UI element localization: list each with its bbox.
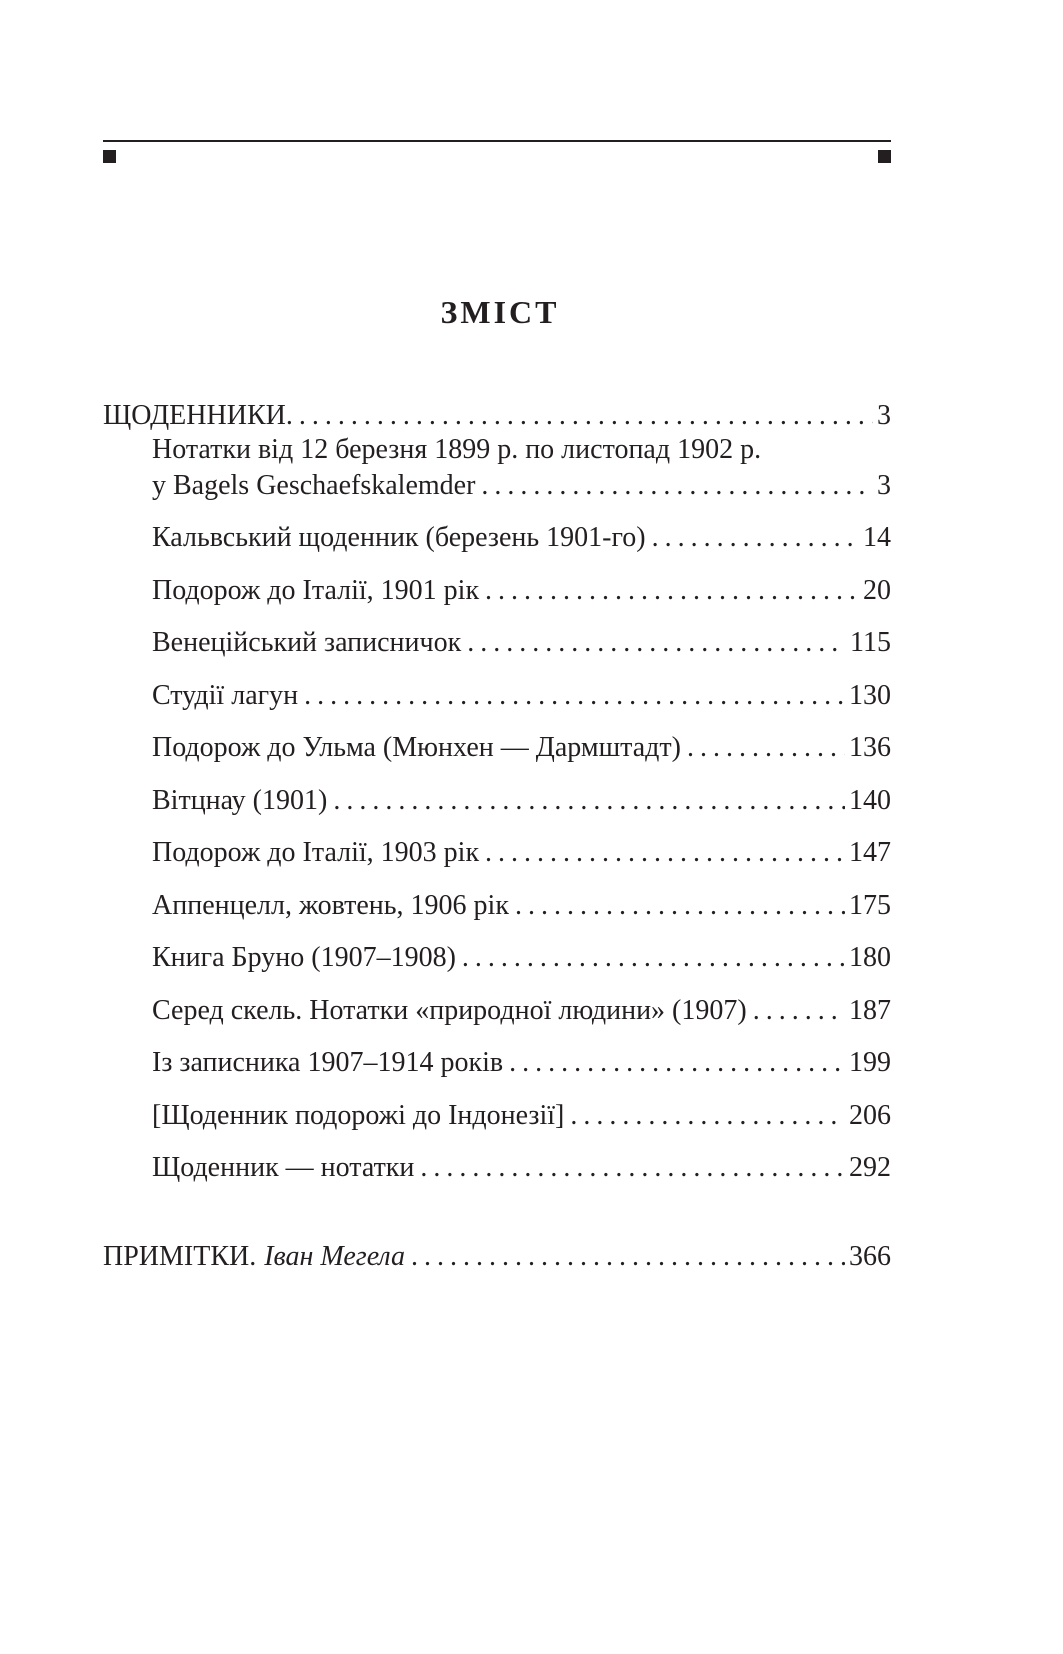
- toc-entry[interactable]: [152, 783, 891, 819]
- toc-page-number: 115: [850, 627, 891, 658]
- toc-page-number: 199: [849, 1047, 891, 1078]
- toc-page-number: 366: [849, 1241, 891, 1272]
- toc-entry[interactable]: [152, 468, 891, 504]
- page-title: ЗМІСТ: [440, 294, 560, 330]
- toc-leader: [411, 1239, 845, 1275]
- toc-leader: [485, 835, 845, 871]
- toc-entry[interactable]: [152, 520, 891, 556]
- toc-entry[interactable]: [152, 940, 891, 976]
- toc-entry[interactable]: [152, 888, 891, 924]
- toc-page-number: 292: [849, 1152, 891, 1183]
- toc-leader: [753, 993, 845, 1029]
- toc-leader: [304, 678, 845, 714]
- toc-entry-label: Із записника 1907–1914 років: [152, 1047, 504, 1078]
- toc-entry-label: у Bagels Geschaefskalemder: [152, 470, 476, 501]
- toc-leader: [485, 573, 859, 609]
- toc-entry-label: Книга Бруно (1907–1908): [152, 942, 456, 973]
- toc-entry[interactable]: [152, 993, 891, 1029]
- toc-section-label: ПРИМІТКИ.: [103, 1241, 257, 1272]
- toc-entry[interactable]: [152, 625, 891, 661]
- toc-leader: [515, 888, 845, 924]
- toc-section-notes[interactable]: [103, 1239, 891, 1275]
- toc-entry[interactable]: [152, 1045, 891, 1081]
- toc-page-number: 20: [863, 575, 891, 606]
- header-square-left: [103, 150, 116, 163]
- toc-entry-label: Кальвський щоденник (березень 1901-го): [152, 522, 646, 553]
- toc-leader: [467, 625, 846, 661]
- toc-section-author: Іван Мегела: [264, 1241, 405, 1272]
- toc-entry-label: Серед скель. Нотатки «природної людини» (1907): [152, 995, 747, 1026]
- toc-page-number: 14: [863, 522, 891, 553]
- toc-entry-label: Подорож до Італії, 1901 рік: [152, 575, 480, 606]
- toc-leader: [420, 1150, 845, 1186]
- toc-entry-line1[interactable]: [152, 432, 891, 468]
- toc-entry-label: [Щоденник подорожі до Індонезії]: [152, 1100, 565, 1131]
- toc-page-number: 136: [849, 732, 891, 763]
- toc-page-number: 187: [849, 995, 891, 1026]
- toc-entry[interactable]: [152, 730, 891, 766]
- toc-entry[interactable]: [152, 1098, 891, 1134]
- toc-leader: [687, 730, 845, 766]
- toc-leader: [570, 1098, 845, 1134]
- toc-entry-label: Подорож до Ульма (Мюнхен — Дармштадт): [152, 732, 681, 763]
- toc-entry-label: Венеційський записничок: [152, 627, 462, 658]
- toc-entry-label: Нотатки від 12 березня 1899 р. по листопад 1902 р.: [152, 434, 762, 465]
- toc-page-number: 3: [877, 400, 891, 431]
- toc-page-number: 3: [877, 470, 891, 501]
- toc-leader: [462, 940, 845, 976]
- toc-entry-label: Вітцнау (1901): [152, 785, 328, 816]
- toc-entry-label: Подорож до Італії, 1903 рік: [152, 837, 480, 868]
- toc-section-label: ЩОДЕННИКИ.: [103, 400, 293, 431]
- toc-leader: [652, 520, 859, 556]
- toc-leader: [299, 398, 873, 434]
- toc-section-diaries[interactable]: [103, 398, 891, 434]
- toc-page-number: 206: [849, 1100, 891, 1131]
- toc-page-number: 130: [849, 680, 891, 711]
- toc-page-number: 180: [849, 942, 891, 973]
- toc-entry-label: Щоденник — нотатки: [152, 1152, 415, 1183]
- toc-entry[interactable]: [152, 573, 891, 609]
- toc-entry-label: Студії лагун: [152, 680, 299, 711]
- toc-entry[interactable]: [152, 1150, 891, 1186]
- toc-page-number: 140: [849, 785, 891, 816]
- header-square-right: [878, 150, 891, 163]
- header-rule: [103, 140, 891, 142]
- toc-entry[interactable]: [152, 835, 891, 871]
- toc-leader: [509, 1045, 845, 1081]
- toc-entry[interactable]: [152, 678, 891, 714]
- toc-page-number: 175: [849, 890, 891, 921]
- toc-entry-label: Аппенцелл, жовтень, 1906 рік: [152, 890, 509, 921]
- toc-leader: [481, 468, 873, 504]
- toc-page-number: 147: [849, 837, 891, 868]
- toc-leader: [333, 783, 845, 819]
